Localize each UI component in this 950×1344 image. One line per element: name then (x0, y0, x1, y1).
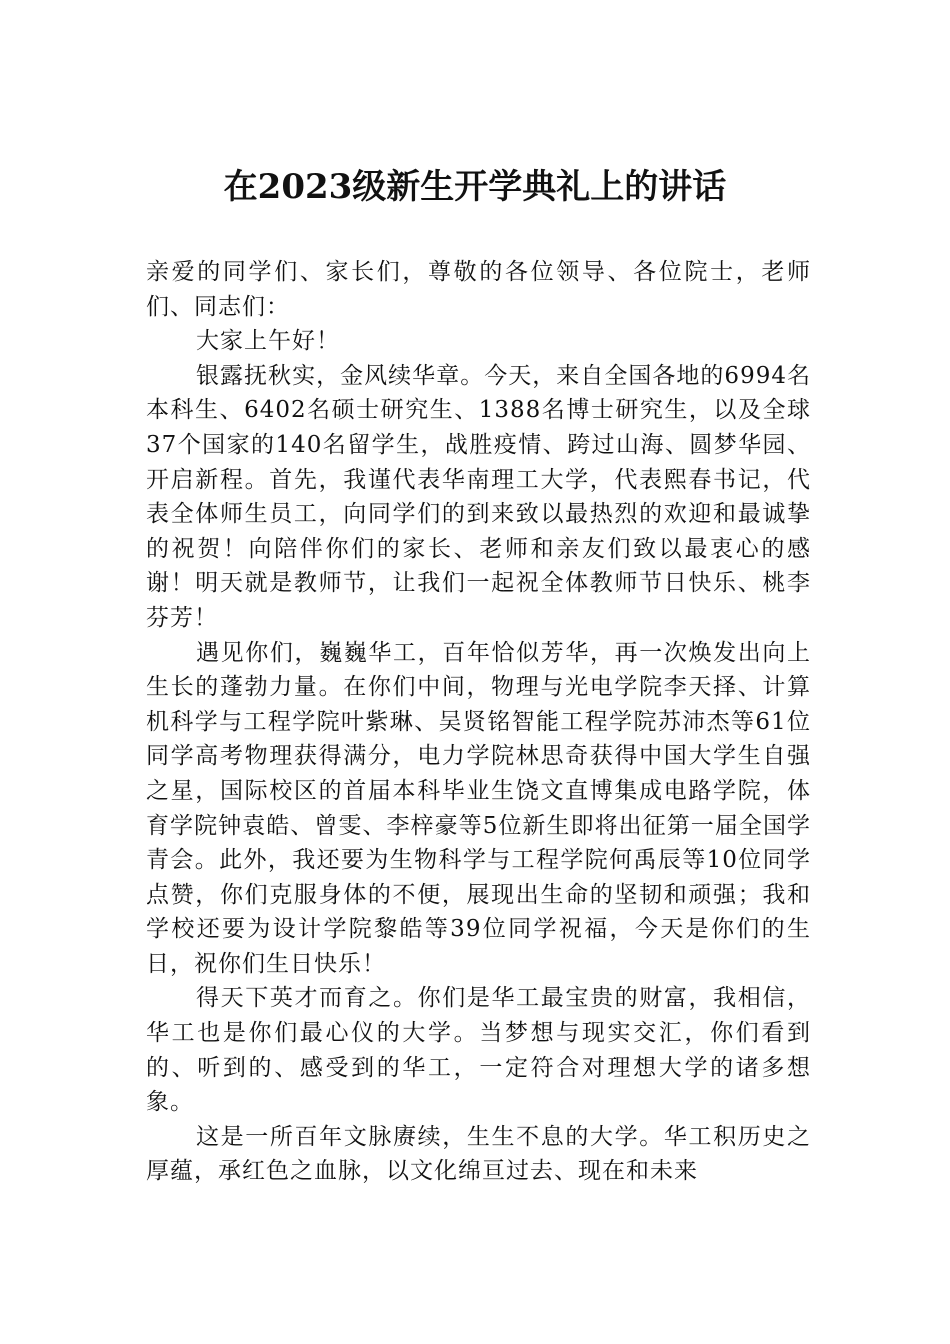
paragraph: 大家上午好！ (196, 328, 340, 355)
page-title: 在2023级新生开学典礼上的讲话 (223, 167, 727, 207)
paragraph: 遇见你们，巍巍华工，百年恰似芳华，再一次焕发出向上生长的蓬勃力量。在你们中间，物理与光电学院李天择、计算机科学与工程学院叶紫琳、吴贤铭智能工程学院苏沛杰等61位同学高考物理获得满分，电力学院林思奇获得中国大学生自强之星，国际校区的首届本科毕业生饶文直博集成电路学院，体育学院钟袁皓、曾雯、李梓豪等5位新生即将出征第一届全国学青会。此外，我还要为生物科学与工程学院何禹辰等10位同学点赞，你们克服身体的不便，展现出生命的坚韧和顽强；我和学校还要为设计学院黎皓等39位同学祝福，今天是你们的生日，祝你们生日快乐！ (146, 639, 811, 977)
paragraph: 亲爱的同学们、家长们，尊敬的各位领导、各位院士，老师们、同志们： (146, 259, 811, 320)
document-body (146, 255, 811, 1189)
paragraph: 这是一所百年文脉赓续，生生不息的大学。华工积历史之厚蕴，承红色之血脉，以文化绵亘过去、现在和未来 (146, 1123, 811, 1185)
paragraph: 得天下英才而育之。你们是华工最宝贵的财富，我相信，华工也是你们最心仪的大学。当梦想与现实交汇，你们看到的、听到的、感受到的华工，一定符合对理想大学的诸多想象。 (146, 985, 811, 1116)
paragraph: 银露抚秋实，金风续华章。今天，来自全国各地的6994名本科生、6402名硕士研究生、1388名博士研究生，以及全球37个国家的140名留学生，战胜疫情、跨过山海、圆梦华园、开启新程。首先，我谨代表华南理工大学，代表熙春书记，代表全体师生员工，向同学们的到来致以最热烈的欢迎和最诚挚的祝贺！向陪伴你们的家长、老师和亲友们致以最衷心的感谢！明天就是教师节，让我们一起祝全体教师节日快乐、桃李芬芳！ (146, 362, 811, 631)
